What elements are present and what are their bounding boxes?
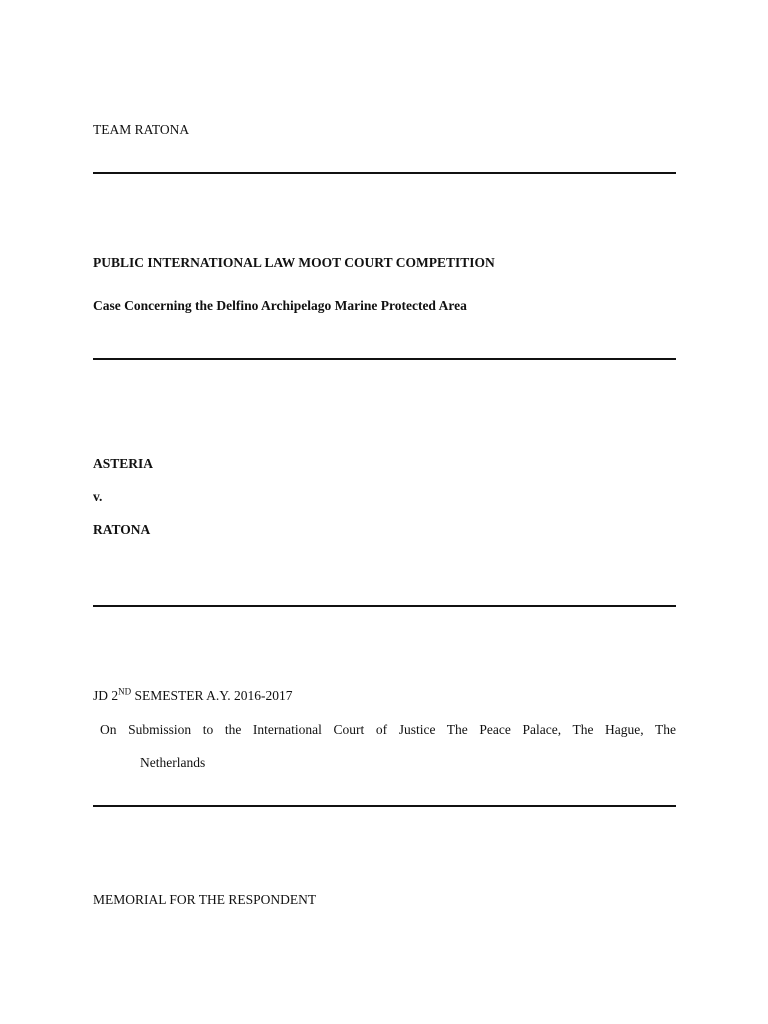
semester-line [93,688,293,704]
submission-line-1: On Submission to the International Court of Justice The Peace Palace, The Hague, The [100,722,676,737]
memorial-label: MEMORIAL FOR THE RESPONDENT [93,892,317,907]
versus-label: v. [93,489,103,504]
divider-2 [93,358,676,360]
team-name: TEAM RATONA [93,122,190,137]
respondent-name: RATONA [93,522,151,537]
divider-1 [93,172,676,174]
divider-4 [93,805,676,807]
semester-superscript: ND [118,686,132,697]
case-title: Case Concerning the Delfino Archipelago Marine Protected Area [93,298,467,313]
submission-line-2: Netherlands [140,755,206,770]
applicant-name: ASTERIA [93,456,154,471]
competition-title: PUBLIC INTERNATIONAL LAW MOOT COURT COMPETITION [93,255,495,270]
semester-prefix: JD 2 [93,688,119,703]
semester-suffix: SEMESTER A.Y. 2016-2017 [131,688,293,703]
divider-3 [93,605,676,607]
